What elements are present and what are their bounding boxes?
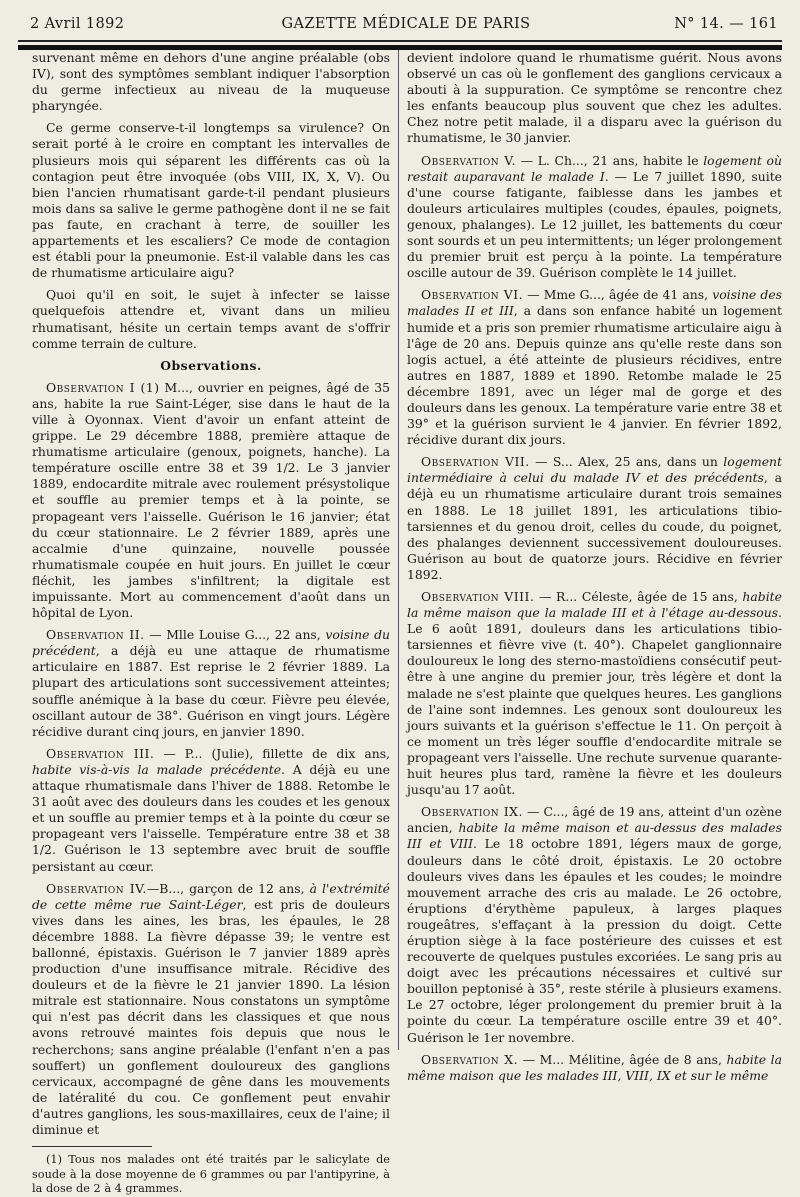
column-divider: [398, 50, 399, 1050]
observation-label: Observation III.: [46, 745, 155, 761]
observation-label: Observation I (1): [46, 379, 160, 395]
column-left: [32, 50, 391, 1196]
paragraph: Ce germe conserve-t-il longtemps sa virulence? On serait porté à le croire en comptant les intervalles de plusieurs mois qui séparent les différents cas où la contagion peut être invoquée (obs VIII, IX, X, V). Ou bien l'ancien rhumatisant garde-t-il pendant plusieurs mois dans sa salive le germe pathogène dont il ne se fait pas faute, en crachant à terre, de souiller les appartements et les escaliers? Ce mode de contagion est établi pour la pneumonie. Est-il valable dans les cas de rhumatisme articulaire aigu?: [32, 120, 390, 281]
footnote: (1) Tous nos malades ont été traités par le salicylate de soude à la dose moyenne de 6 grammes ou par l'antipyrine, à la dose de 2 à 4 grammes.: [32, 1153, 390, 1196]
observation-label: Observation VI.: [421, 287, 524, 303]
observation-label: Observation VII.: [421, 454, 530, 470]
observation-text: , a déjà eu un rhumatisme articulaire durant trois semaines en 1888. Le 18 juillet 1891, les articulations tibio-tarsiennes et du genou droit, celles du coude, du poignet, des phalanges deviennent successivement douloureuses. Guérison au bout de quatorze jours. Récidive en février 1892.: [407, 470, 782, 582]
observation-intro: — S... Alex, 25 ans, dans un: [529, 454, 724, 470]
observation-label: Observation IX.: [421, 804, 523, 820]
observation-text: . A déjà eu une attaque rhumatismale dans l'hiver de 1888. Retombe le 31 août avec des douleurs dans les coudes et les genoux et un souffle au premier temps et à la pointe du cœur se propageant vers l'aisselle. Température entre 38 et 38 1/2. Guérison le 13 septembre avec bruit de souffle persistant au cœur.: [32, 761, 390, 874]
header-rule-thin: [18, 40, 782, 42]
section-title: Observations.: [160, 357, 262, 373]
observation-text: M..., ouvrier en peignes, âgé de 35 ans, habite la rue Saint-Léger, sise dans le haut de la ville à Oyonnax. Vient d'avoir un enfant atteint de grippe. Le 29 décembre 1888, première attaque de rhumatisme articulaire (genoux, poignets, hanche). La température oscille entre 38 et 39 1/2. Le 3 janvier 1889, endocardite mitrale avec roulement présystolique et souffle au premier temps et à la pointe, se propageant vers l'aisselle. Guérison le 16 janvier; état du cœur stationnaire. Le 2 février 1889, après une accalmie d'une quinzaine, nouvelle poussée rhumatismale coupée en huit jours. En juillet le cœur fléchit, les jambes s'infiltrent; la digitale est impuissante. Mort au commencement d'août dans un hôpital de Lyon.: [32, 379, 390, 621]
observation-italic: habite vis-à-vis la malade précédente: [32, 761, 282, 777]
observation-italic: à l'extrémité de cette même rue Saint-Léger: [32, 880, 390, 912]
observation-5: [407, 153, 782, 282]
paragraph: devient indolore quand le rhumatisme guérit. Nous avons observé un cas où le gonflement des ganglions cervicaux a abouti à la suppuration. Ce symptôme se rencontre chez les enfants beaucoup plus souvent que chez les adultes. Chez notre petit malade, il a disparu avec la guérison du rhumatisme, le 30 janvier.: [407, 50, 782, 146]
observation-text: . Le 6 août 1891, douleurs dans les articulations tibio-tarsiennes et fièvre vive (t. 40°). Chapelet ganglionnaire douloureux le long des sterno-mastoïdiens consécutif peut-être à une angine du premier jour, très légère et dont la malade ne s'est plainte que quelques heures. Les ganglions de l'aine sont indemnes. Les genoux sont douloureux les jours suivants et la guérison s'effectue le 11. On perçoit à ce moment un très léger souffle d'endocardite mitrale se propageant vers l'aisselle. Une rechute survenue quarante-huit heures plus tard, ramène la fièvre et les douleurs jusqu'au 17 août.: [407, 605, 782, 798]
observation-italic: voisine des malades II et III: [407, 287, 783, 319]
observation-label: Observation VIII.: [421, 589, 535, 604]
observation-6: [407, 287, 782, 448]
observation-text: , a dans son enfance habité un logement humide et a pris son premier rhumatisme articulaire aigu à l'âge de 20 ans. Depuis quinze ans qu'elle reste dans son logis actuel, a été atteinte de plusieurs récidives, entre autres en 1887, 1889 et 1890. Retombe malade le 25 décembre 1891, avec un léger mal de gorge et des douleurs dans les genoux. La température varie entre 38 et 39° et la guérison survient le 4 janvier. En février 1892, récidive durant dix jours.: [407, 303, 782, 448]
observation-intro: — L. Ch..., 21 ans, habite le: [516, 152, 704, 168]
header-date: 2 Avril 1892: [30, 16, 125, 32]
observation-italic: logement intermédiaire à celui du malade IV et des précédents: [407, 454, 782, 486]
observation-italic: habite la même maison et au-dessus des malades III et VIII: [407, 820, 782, 852]
observation-3: [32, 746, 390, 875]
observation-intro: — M... Mélitine, âgée de 8 ans,: [518, 1051, 727, 1067]
observation-intro: — Mlle Louise G..., 22 ans,: [144, 627, 326, 643]
observation-9: [407, 804, 782, 1045]
observation-2: [32, 627, 390, 740]
observation-intro: — C..., âgé de 19 ans, atteint d'un ozène ancien,: [407, 804, 782, 836]
observation-label: Observation V.: [421, 152, 517, 168]
observation-italic: habite la même maison que la malade III et à l'étage au-dessous: [407, 589, 782, 621]
observation-label: Observation II.: [46, 627, 145, 643]
footnote-rule: [32, 1146, 152, 1147]
observation-text: , a déjà eu une attaque de rhumatisme articulaire en 1887. Est reprise le 2 février 1889. La plupart des articulations sont successivement atteintes; souffle anémique à la base du cœur. Fièvre peu élevée, oscillant autour de 38°. Guérison en vingt jours. Légère récidive durant cinq jours, en janvier 1890.: [32, 643, 390, 739]
header-page-number: N° 14. — 161: [674, 16, 778, 32]
observation-7: [407, 454, 782, 583]
page-header: [30, 16, 782, 38]
header-title: GAZETTE MÉDICALE DE PARIS: [281, 16, 531, 32]
observation-1: [32, 380, 390, 621]
observation-intro: —B..., garçon de 12 ans,: [146, 880, 310, 896]
observation-10: [407, 1052, 782, 1084]
observation-text: , est pris de douleurs vives dans les aines, les bras, les épaules, le 28 décembre 1888. La fièvre dépasse 39; le ventre est ballonné, épistaxis. Guérison le 7 janvier 1889 après production d'une insuffisance mitrale. Récidive des douleurs et de la fièvre le 21 janvier 1890. La lésion mitrale est stationnaire. Nous constatons un symptôme qui n'est pas décrit dans les classiques et que nous avons retrouvé maintes fois depuis que nous le recherchons; sans angine préalable (l'enfant n'en a pas souffert) un gonflement douloureux des ganglions cervicaux, accompagné de gêne dans les mouvements de latéralité du cou. Ce gonflement peut envahir d'autres ganglions, les sous-maxillaires, ceux de l'aine; il diminue et: [32, 896, 391, 1137]
paragraph: Quoi qu'il en soit, le sujet à infecter se laisse quelquefois attendre et, vivant dans un milieu rhumatisant, hésite un certain temps avant de s'offrir comme terrain de culture.: [32, 287, 390, 351]
observation-italic: logement où restait auparavant le malade I: [407, 152, 782, 184]
observation-text: . Le 18 octobre 1891, légers maux de gorge, douleurs dans le côté droit, épistaxis. Le 20 octobre douleurs vives dans les épaules et les coudes; le moindre mouvement arrache des cris au malade. Le 26 octobre, éruptions d'érythème papuleux, à larges plaques rougeâtres, s'effaçant à la pression du doigt. Cette éruption siège à la face postérieure des cuisses et est recouverte de quelques pustules excoriées. Le sang pris au doigt avec les précautions nécessaires et cultivé sur bouillon peptonisé à 35°, reste stérile à plusieurs examens. Le 27 octobre, léger prolongement du premier bruit à la pointe du cœur. La température oscille entre 39 et 40°. Guérison le 1er novembre.: [407, 836, 782, 1045]
column-right: [407, 50, 783, 1083]
observation-label: Observation IV.: [46, 880, 147, 896]
observation-italic: habite la même maison que les malades III, VIII, IX et sur le même: [407, 1051, 782, 1083]
observation-text: . — Le 7 juillet 1890, suite d'une course fatigante, faiblesse dans les jambes et douleurs articulaires multiples (coudes, épaules, poignets, genoux, phalanges). Le 12 juillet, les battements du cœur sont sourds et un peu intermittents; un léger prolongement du premier bruit est perçu à la pointe. La température oscille autour de 39. Guérison complète le 14 juillet.: [407, 168, 783, 281]
observation-intro: — R... Céleste, âgée de 15 ans,: [534, 589, 743, 604]
observation-intro: — Mme G..., âgée de 41 ans,: [523, 287, 713, 303]
observation-label: Observation X.: [421, 1051, 519, 1067]
observation-intro: — P... (Julie), fillette de dix ans,: [154, 745, 390, 761]
paragraph: survenant même en dehors d'une angine préalable (obs IV), sont des symptômes semblant indiquer l'absorption du germe infectieux au niveau de la muqueuse pharyngée.: [32, 50, 390, 114]
observation-8: [407, 589, 782, 798]
observation-italic: voisine du précédent: [32, 627, 390, 659]
observation-4: [32, 881, 390, 1139]
